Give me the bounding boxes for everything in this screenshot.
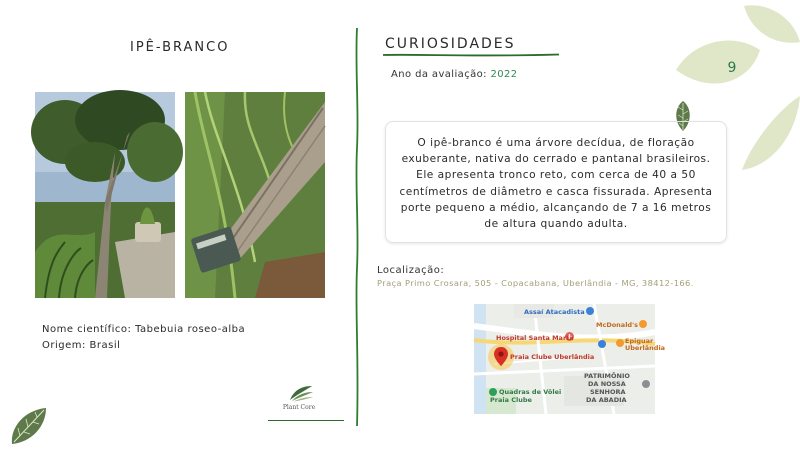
- trunk-photo: [185, 92, 325, 298]
- map-label-volei-1: Quadras de Vôlei: [499, 388, 562, 396]
- map-label-clube: Praia Clube Uberlândia: [510, 353, 595, 361]
- restaurant-icon: [639, 320, 647, 328]
- evaluation-year: [391, 69, 518, 80]
- location-map[interactable]: [474, 304, 666, 414]
- map-label-patrimonio-1: PATRIMÔNIO: [584, 372, 630, 380]
- year-label: Ano da avaliação:: [391, 69, 487, 80]
- restaurant-icon: [616, 339, 624, 347]
- map-label-mcdonalds: McDonald's: [596, 321, 638, 329]
- map-label-assai: Assaí Atacadista: [524, 308, 585, 316]
- map-label-hospital: Hospital Santa Marta: [496, 334, 574, 342]
- species-title: IPÊ-BRANCO: [130, 40, 230, 55]
- map-label-epiguar: Epiguar Uberlândia: [625, 337, 666, 352]
- map-label-patrimonio-4: DA ABADIA: [586, 396, 627, 404]
- origin: Origem: Brasil: [42, 340, 121, 351]
- leaf-icon: [8, 404, 48, 446]
- logo-mark-icon: [288, 384, 314, 402]
- year-value: 2022: [490, 69, 518, 80]
- section-title: CURIOSIDADES: [385, 36, 516, 52]
- description-text: O ipê-branco é uma árvore decídua, de floração exuberante, nativa do cerrado e pantanal brasileiros. Ele apresenta tronco reto, com cerca de 40 a 50 centímetros de diâmetro e casca fissurada. Apresenta porte pequeno a médio, alcançando de 7 a 16 metros de altura quando adulta.: [399, 137, 713, 231]
- page-number: 9: [727, 60, 737, 76]
- map-label-patrimonio-3: SENHORA: [590, 388, 626, 396]
- landmark-icon: [642, 380, 650, 388]
- map-label-volei-2: Praia Clube: [490, 396, 532, 404]
- plant-core-logo: [268, 384, 344, 424]
- shop-icon: [586, 307, 594, 315]
- map-label-patrimonio-2: DA NOSSA: [588, 380, 626, 388]
- logo-text: Plant Core: [282, 404, 316, 411]
- description-box: [385, 121, 727, 243]
- vertical-divider: [352, 28, 362, 426]
- sports-icon: [489, 388, 497, 396]
- location-label: Localização:: [377, 265, 445, 276]
- location-address: Praça Primo Crosara, 505 - Copacabana, Uberlândia - MG, 38412-166.: [377, 278, 694, 288]
- title-underline: [383, 52, 559, 58]
- species-details: [42, 322, 245, 354]
- scientific-name: Nome científico: Tabebuia roseo-alba: [42, 324, 246, 335]
- logo-underline: [268, 420, 344, 421]
- shop-icon: [598, 340, 606, 348]
- tree-photo: [35, 92, 175, 298]
